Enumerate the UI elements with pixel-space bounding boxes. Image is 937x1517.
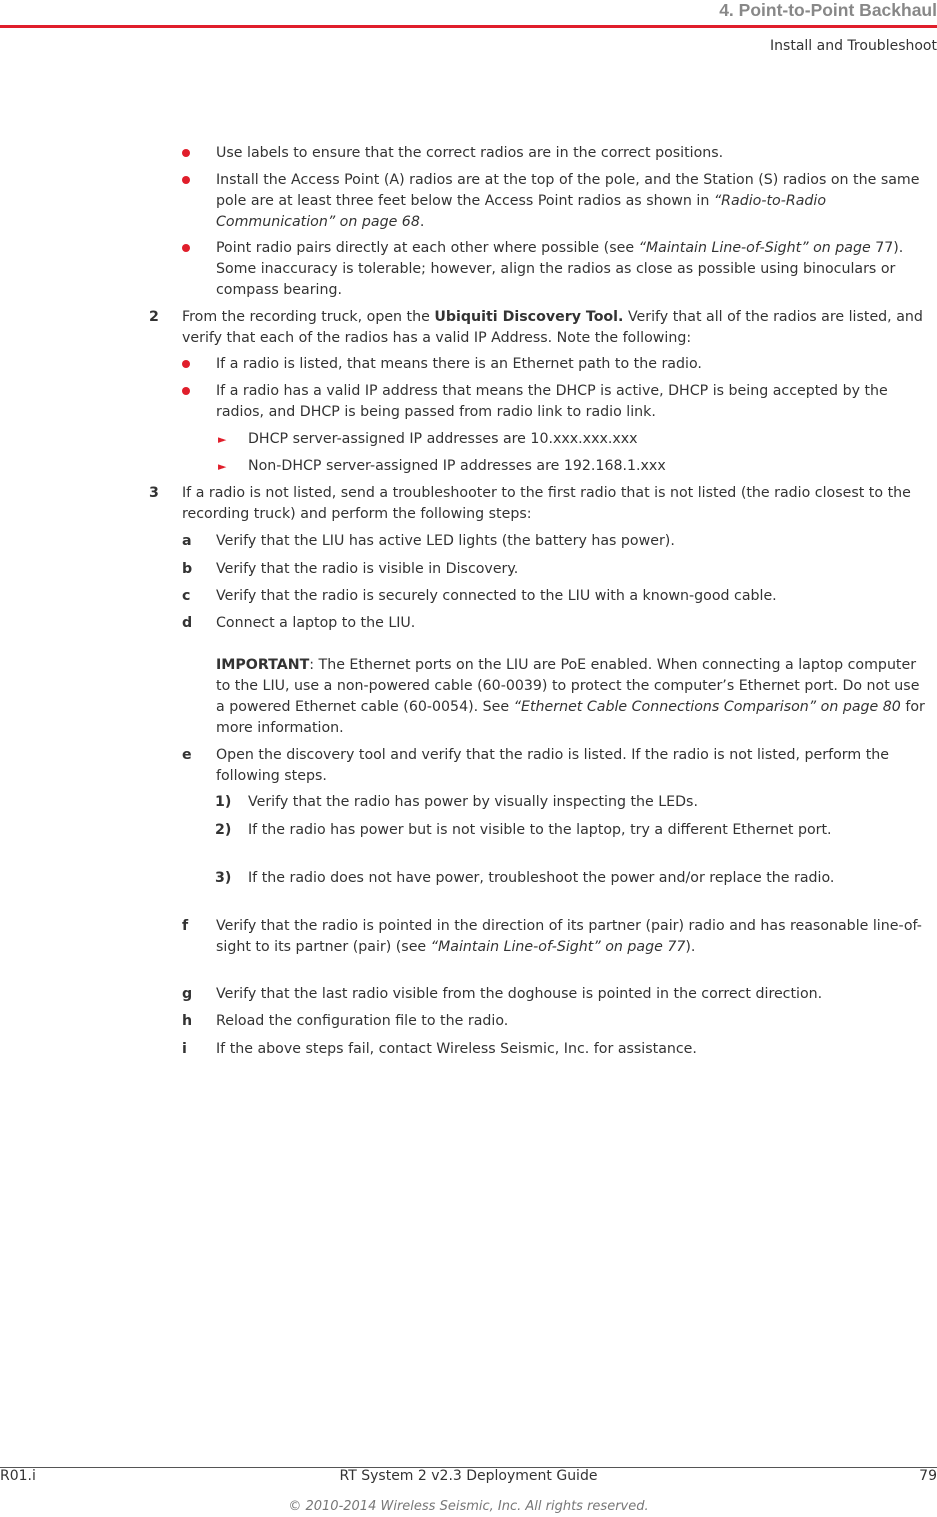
substep-h: Reload the configuration file to the radio. [216,1013,509,1029]
substep-letter: b [182,561,193,577]
bullet-item: If a radio is listed, that means there is an Ethernet path to the radio. [216,356,702,372]
substep-e-3: If the radio does not have power, troubleshoot the power and/or replace the radio. [248,870,835,886]
substep-number: 1) [215,794,232,810]
arrow-bullet-icon: ► [218,460,227,473]
bullet-icon [182,149,190,157]
copyright-notice: © 2010-2014 Wireless Seismic, Inc. All rights reserved. [288,1499,649,1514]
substep-g: Verify that the last radio visible from the doghouse is pointed in the correct direction. [216,986,823,1002]
bullet-icon [182,360,190,368]
cross-reference-link[interactable]: “Ethernet Cable Connections Comparison” on page 80 [513,699,901,715]
substep-e-1: Verify that the radio has power by visually inspecting the LEDs. [248,794,698,810]
discovery-tool-name: Ubiquiti Discovery Tool. [434,309,624,325]
bullet-icon [182,387,190,395]
substep-number: 3) [215,870,232,886]
substep-letter: c [182,588,191,604]
substep-d: Connect a laptop to the LIU. [216,615,416,631]
page-number: 79 [919,1468,937,1484]
important-note: IMPORTANT: The Ethernet ports on the LIU are PoE enabled. When connecting a laptop computer to the LIU, use a non-powered cable (60-0039) to protect the computer’s Ethernet port. Do not use a powered Ethernet cable (60-0054). See “Ethernet Cable Connections Comparison” on page 80 for more information. [216,657,925,736]
section-title: Install and Troubleshoot [770,38,937,54]
step-3-text: If a radio is not listed, send a troubleshooter to the first radio that is not listed (the radio closest to the recording truck) and perform the following steps: [182,485,911,522]
bullet-item: Point radio pairs directly at each other where possible (see “Maintain Line-of-Sight” on page 77). Some inaccuracy is tolerable; however, align the radios as close as possible using binoculars or compass bearing. [216,240,904,298]
cross-reference-link[interactable]: “Radio-to-Radio Communication” on page 68 [216,193,827,230]
substep-letter: h [182,1013,193,1029]
important-label: IMPORTANT [216,657,310,673]
substep-letter: d [182,615,193,631]
substep-number: 2) [215,822,232,838]
step-2-text: From the recording truck, open the Ubiquiti Discovery Tool. Verify that all of the radios are listed, and verify that each of the radios has a valid IP Address. Note the following: [182,309,923,346]
cross-reference-link[interactable]: “Maintain Line-of-Sight” on page [638,240,871,256]
chapter-title: 4. Point-to-Point Backhaul [719,0,937,20]
substep-letter: i [182,1041,187,1057]
substep-a: Verify that the LIU has active LED lights (the battery has power). [216,533,675,549]
substep-e: Open the discovery tool and verify that the radio is listed. If the radio is not listed, perform the following steps. [216,747,889,784]
substep-b: Verify that the radio is visible in Discovery. [216,561,519,577]
arrow-item: Non-DHCP server-assigned IP addresses are 192.168.1.xxx [248,458,666,474]
substep-letter: a [182,533,192,549]
step-number: 3 [149,485,159,501]
bullet-item: If a radio has a valid IP address that means the DHCP is active, DHCP is being accepted by the radios, and DHCP is being passed from radio link to radio link. [216,383,888,420]
bullet-icon [182,244,190,252]
substep-letter: e [182,747,192,763]
substep-letter: g [182,986,193,1002]
substep-c: Verify that the radio is securely connected to the LIU with a known-good cable. [216,588,777,604]
arrow-item: DHCP server-assigned IP addresses are 10.xxx.xxx.xxx [248,431,638,447]
substep-e-2: If the radio has power but is not visible to the laptop, try a different Ethernet port. [248,822,832,838]
substep-f: Verify that the radio is pointed in the direction of its partner (pair) radio and has reasonable line-of-sight to its partner (pair) (see “Maintain Line-of-Sight” on page 77). [216,918,922,955]
header-divider [0,25,937,28]
cross-reference-link[interactable]: “Maintain Line-of-Sight” on page 77 [430,939,686,955]
arrow-bullet-icon: ► [218,433,227,446]
bullet-item: Use labels to ensure that the correct radios are in the correct positions. [216,145,724,161]
bullet-icon [182,176,190,184]
bullet-item: Install the Access Point (A) radios are at the top of the pole, and the Station (S) radios on the same pole are at least three feet below the Access Point radios as shown in “Radio-to-Radio Communication” on page 68. [216,172,920,230]
substep-letter: f [182,918,189,934]
step-number: 2 [149,309,159,325]
substep-i: If the above steps fail, contact Wireless Seismic, Inc. for assistance. [216,1041,697,1057]
revision-label: R01.i [0,1468,36,1484]
document-title: RT System 2 v2.3 Deployment Guide [339,1468,598,1484]
